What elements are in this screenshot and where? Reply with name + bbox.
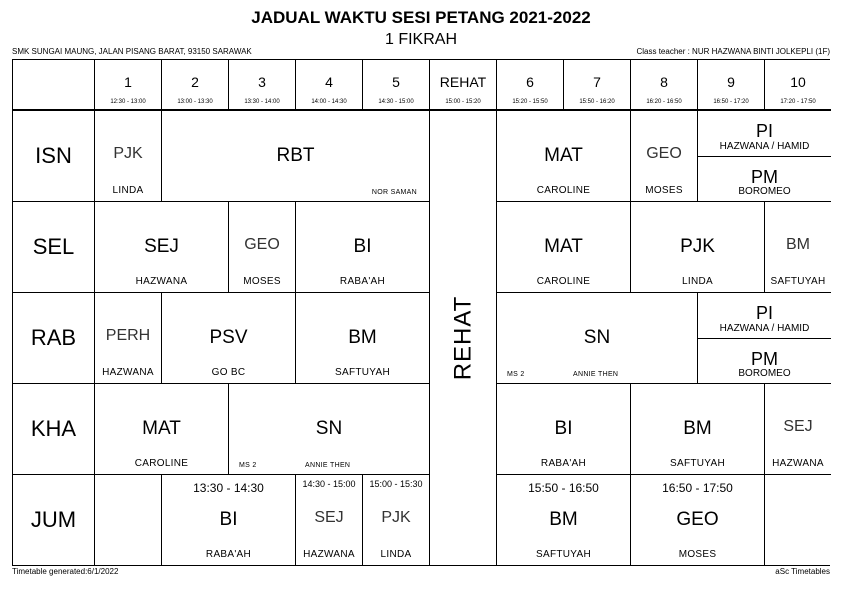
teacher-label: NOR SAMAN [371, 189, 417, 196]
subject-label: RBT [276, 145, 315, 166]
lesson-isn-pi[interactable] [698, 111, 831, 157]
teacher-label: HAZWANA [102, 367, 154, 378]
subject-label: PJK [381, 509, 411, 526]
teacher-label: LINDA [112, 185, 144, 196]
subject-label: PM [751, 349, 778, 369]
teacher-label: CAROLINE [134, 458, 189, 469]
teacher-label: GO BC [211, 367, 246, 378]
period-number: 7 [593, 74, 601, 90]
teacher-label: BOROMEO [738, 186, 791, 197]
period-number: 10 [790, 74, 806, 90]
lesson-time: 13:30 - 14:30 [193, 481, 264, 495]
period-time: 15:50 - 16:20 [579, 99, 615, 105]
teacher-label: MOSES [645, 185, 683, 196]
subject-label: SN [583, 327, 611, 348]
lesson-jum-geo[interactable] [631, 475, 765, 565]
subject-label: MAT [142, 418, 181, 439]
lesson-sel-bi[interactable] [296, 202, 430, 293]
empty-slot-jum-10 [765, 475, 831, 565]
period-number: 9 [727, 74, 735, 90]
empty-slot-jum-1 [95, 475, 162, 565]
lesson-time: 16:50 - 17:50 [662, 481, 733, 495]
day-label-rab: RAB [13, 293, 95, 384]
teacher-label: HAZWANA / HAMID [719, 323, 810, 334]
teacher-label-b: ANNIE THEN [305, 462, 351, 469]
teacher-label: RABA'AH [339, 276, 386, 287]
period-time: 16:50 - 17:20 [713, 99, 749, 105]
subject-label: PI [755, 121, 773, 141]
lesson-rab-pi[interactable] [698, 293, 831, 339]
lesson-time: 15:00 - 15:30 [369, 479, 423, 489]
subject-label: MAT [544, 145, 583, 166]
day-label-sel: SEL [13, 202, 95, 293]
subject-label: PI [755, 303, 773, 323]
subject-label: GEO [244, 236, 280, 253]
lesson-sel-mat[interactable] [497, 202, 631, 293]
period-time: 13:30 - 14:00 [244, 99, 280, 105]
teacher-label: SAFTUYAH [670, 458, 725, 469]
period-header-1 [95, 60, 162, 111]
teacher-label-b: ANNIE THEN [573, 371, 619, 378]
lesson-isn-pjk[interactable] [95, 111, 162, 202]
subject-label: PSV [209, 327, 248, 348]
day-label-jum: JUM [13, 475, 95, 565]
lesson-sel-geo[interactable] [229, 202, 296, 293]
teacher-label: MOSES [678, 549, 717, 560]
class-name: 1 FIKRAH [384, 31, 457, 48]
period-header-6 [497, 60, 564, 111]
generated-date: Timetable generated:6/1/2022 [12, 567, 119, 576]
teacher-label: HAZWANA / HAMID [719, 141, 810, 152]
brand-credit: aSc Timetables [775, 567, 830, 576]
lesson-jum-bm[interactable] [497, 475, 631, 565]
subject-label: BI [353, 236, 372, 257]
period-time: 17:20 - 17:50 [780, 99, 816, 105]
period-header-rehat [430, 60, 497, 111]
period-header-7 [564, 60, 631, 111]
day-label-kha: KHA [13, 384, 95, 475]
lesson-sel-bm[interactable] [765, 202, 831, 293]
teacher-label: SAFTUYAH [536, 549, 591, 560]
lesson-kha-sej[interactable] [765, 384, 831, 475]
teacher-label: LINDA [380, 549, 412, 560]
period-number: 1 [124, 74, 132, 90]
lesson-isn-mat[interactable] [497, 111, 631, 202]
lesson-jum-sej[interactable] [296, 475, 363, 565]
period-time: 15:00 - 15:20 [445, 99, 481, 105]
subject-label: BM [348, 327, 377, 348]
lesson-rab-bm[interactable] [296, 293, 430, 384]
period-time: 12:30 - 13:00 [110, 99, 146, 105]
teacher-label: SAFTUYAH [770, 276, 826, 287]
subject-label: GEO [646, 145, 682, 162]
subject-label: BI [219, 509, 238, 530]
timetable-title: JADUAL WAKTU SESI PETANG 2021-2022 [251, 8, 591, 27]
rehat-column [430, 111, 497, 565]
teacher-label: HAZWANA [772, 458, 824, 469]
lesson-time: 14:30 - 15:00 [302, 479, 356, 489]
lesson-kha-bm[interactable] [631, 384, 765, 475]
teacher-label: CAROLINE [536, 276, 591, 287]
period-header-10 [765, 60, 831, 111]
teacher-label: HAZWANA [303, 549, 355, 560]
teacher-label: MOSES [243, 276, 281, 287]
subject-label: GEO [676, 509, 719, 530]
period-header-2 [162, 60, 229, 111]
period-time: 13:00 - 13:30 [177, 99, 213, 105]
lesson-rab-perh[interactable] [95, 293, 162, 384]
lesson-kha-sn[interactable] [229, 384, 430, 475]
period-number: 6 [526, 74, 534, 90]
lesson-sel-pjk[interactable] [631, 202, 765, 293]
day-label-isn: ISN [13, 111, 95, 202]
subject-label: SEJ [783, 418, 813, 435]
teacher-label: SAFTUYAH [335, 367, 390, 378]
lesson-jum-pjk[interactable] [363, 475, 430, 565]
period-header-4 [296, 60, 363, 111]
subject-label: BI [554, 418, 573, 439]
period-time: 14:00 - 14:30 [311, 99, 347, 105]
school-address: SMK SUNGAI MAUNG, JALAN PISANG BARAT, 93150 SARAWAK [12, 47, 252, 56]
corner-cell [13, 60, 95, 111]
teacher-label-a: MS 2 [507, 371, 525, 378]
period-header-3 [229, 60, 296, 111]
rehat-label: REHAT [449, 295, 476, 381]
subject-label: PJK [680, 236, 715, 257]
teacher-label: RABA'AH [205, 549, 252, 560]
subject-label: MAT [544, 236, 583, 257]
subject-label: SN [315, 418, 343, 439]
period-number: REHAT [439, 74, 487, 90]
teacher-label: HAZWANA [135, 276, 188, 287]
lesson-rab-sn[interactable] [497, 293, 698, 384]
teacher-label: CAROLINE [536, 185, 591, 196]
period-header-8 [631, 60, 698, 111]
lesson-isn-pm[interactable] [698, 157, 831, 202]
timetable-grid [12, 59, 830, 566]
lesson-jum-bi[interactable] [162, 475, 296, 565]
subject-label: BM [683, 418, 712, 439]
lesson-time: 15:50 - 16:50 [528, 481, 599, 495]
lesson-rab-psv[interactable] [162, 293, 296, 384]
subject-label: SEJ [314, 509, 344, 526]
lesson-isn-rbt[interactable] [162, 111, 430, 202]
teacher-label: LINDA [682, 276, 713, 287]
period-time: 14:30 - 15:00 [378, 99, 414, 105]
period-number: 4 [325, 74, 333, 90]
period-header-9 [698, 60, 765, 111]
subject-label: BM [549, 509, 578, 530]
subject-label: BM [786, 236, 810, 253]
class-teacher: Class teacher : NUR HAZWANA BINTI JOLKEPLI (1F) [636, 47, 830, 56]
subject-label: SEJ [144, 236, 179, 257]
period-number: 3 [258, 74, 266, 90]
teacher-label-a: MS 2 [239, 462, 257, 469]
teacher-label: BOROMEO [738, 368, 791, 379]
lesson-isn-geo[interactable] [631, 111, 698, 202]
period-number: 8 [660, 74, 668, 90]
period-number: 2 [191, 74, 199, 90]
subject-label: PM [751, 167, 778, 187]
subject-label: PERH [105, 327, 151, 344]
lesson-sel-sej[interactable] [95, 202, 229, 293]
period-time: 16:20 - 16:50 [646, 99, 682, 105]
lesson-kha-bi[interactable] [497, 384, 631, 475]
period-time: 15:20 - 15:50 [512, 99, 548, 105]
period-header-5 [363, 60, 430, 111]
lesson-rab-pm[interactable] [698, 339, 831, 384]
teacher-label: RABA'AH [540, 458, 587, 469]
subject-label: PJK [113, 145, 143, 162]
period-number: 5 [392, 74, 400, 90]
lesson-kha-mat[interactable] [95, 384, 229, 475]
